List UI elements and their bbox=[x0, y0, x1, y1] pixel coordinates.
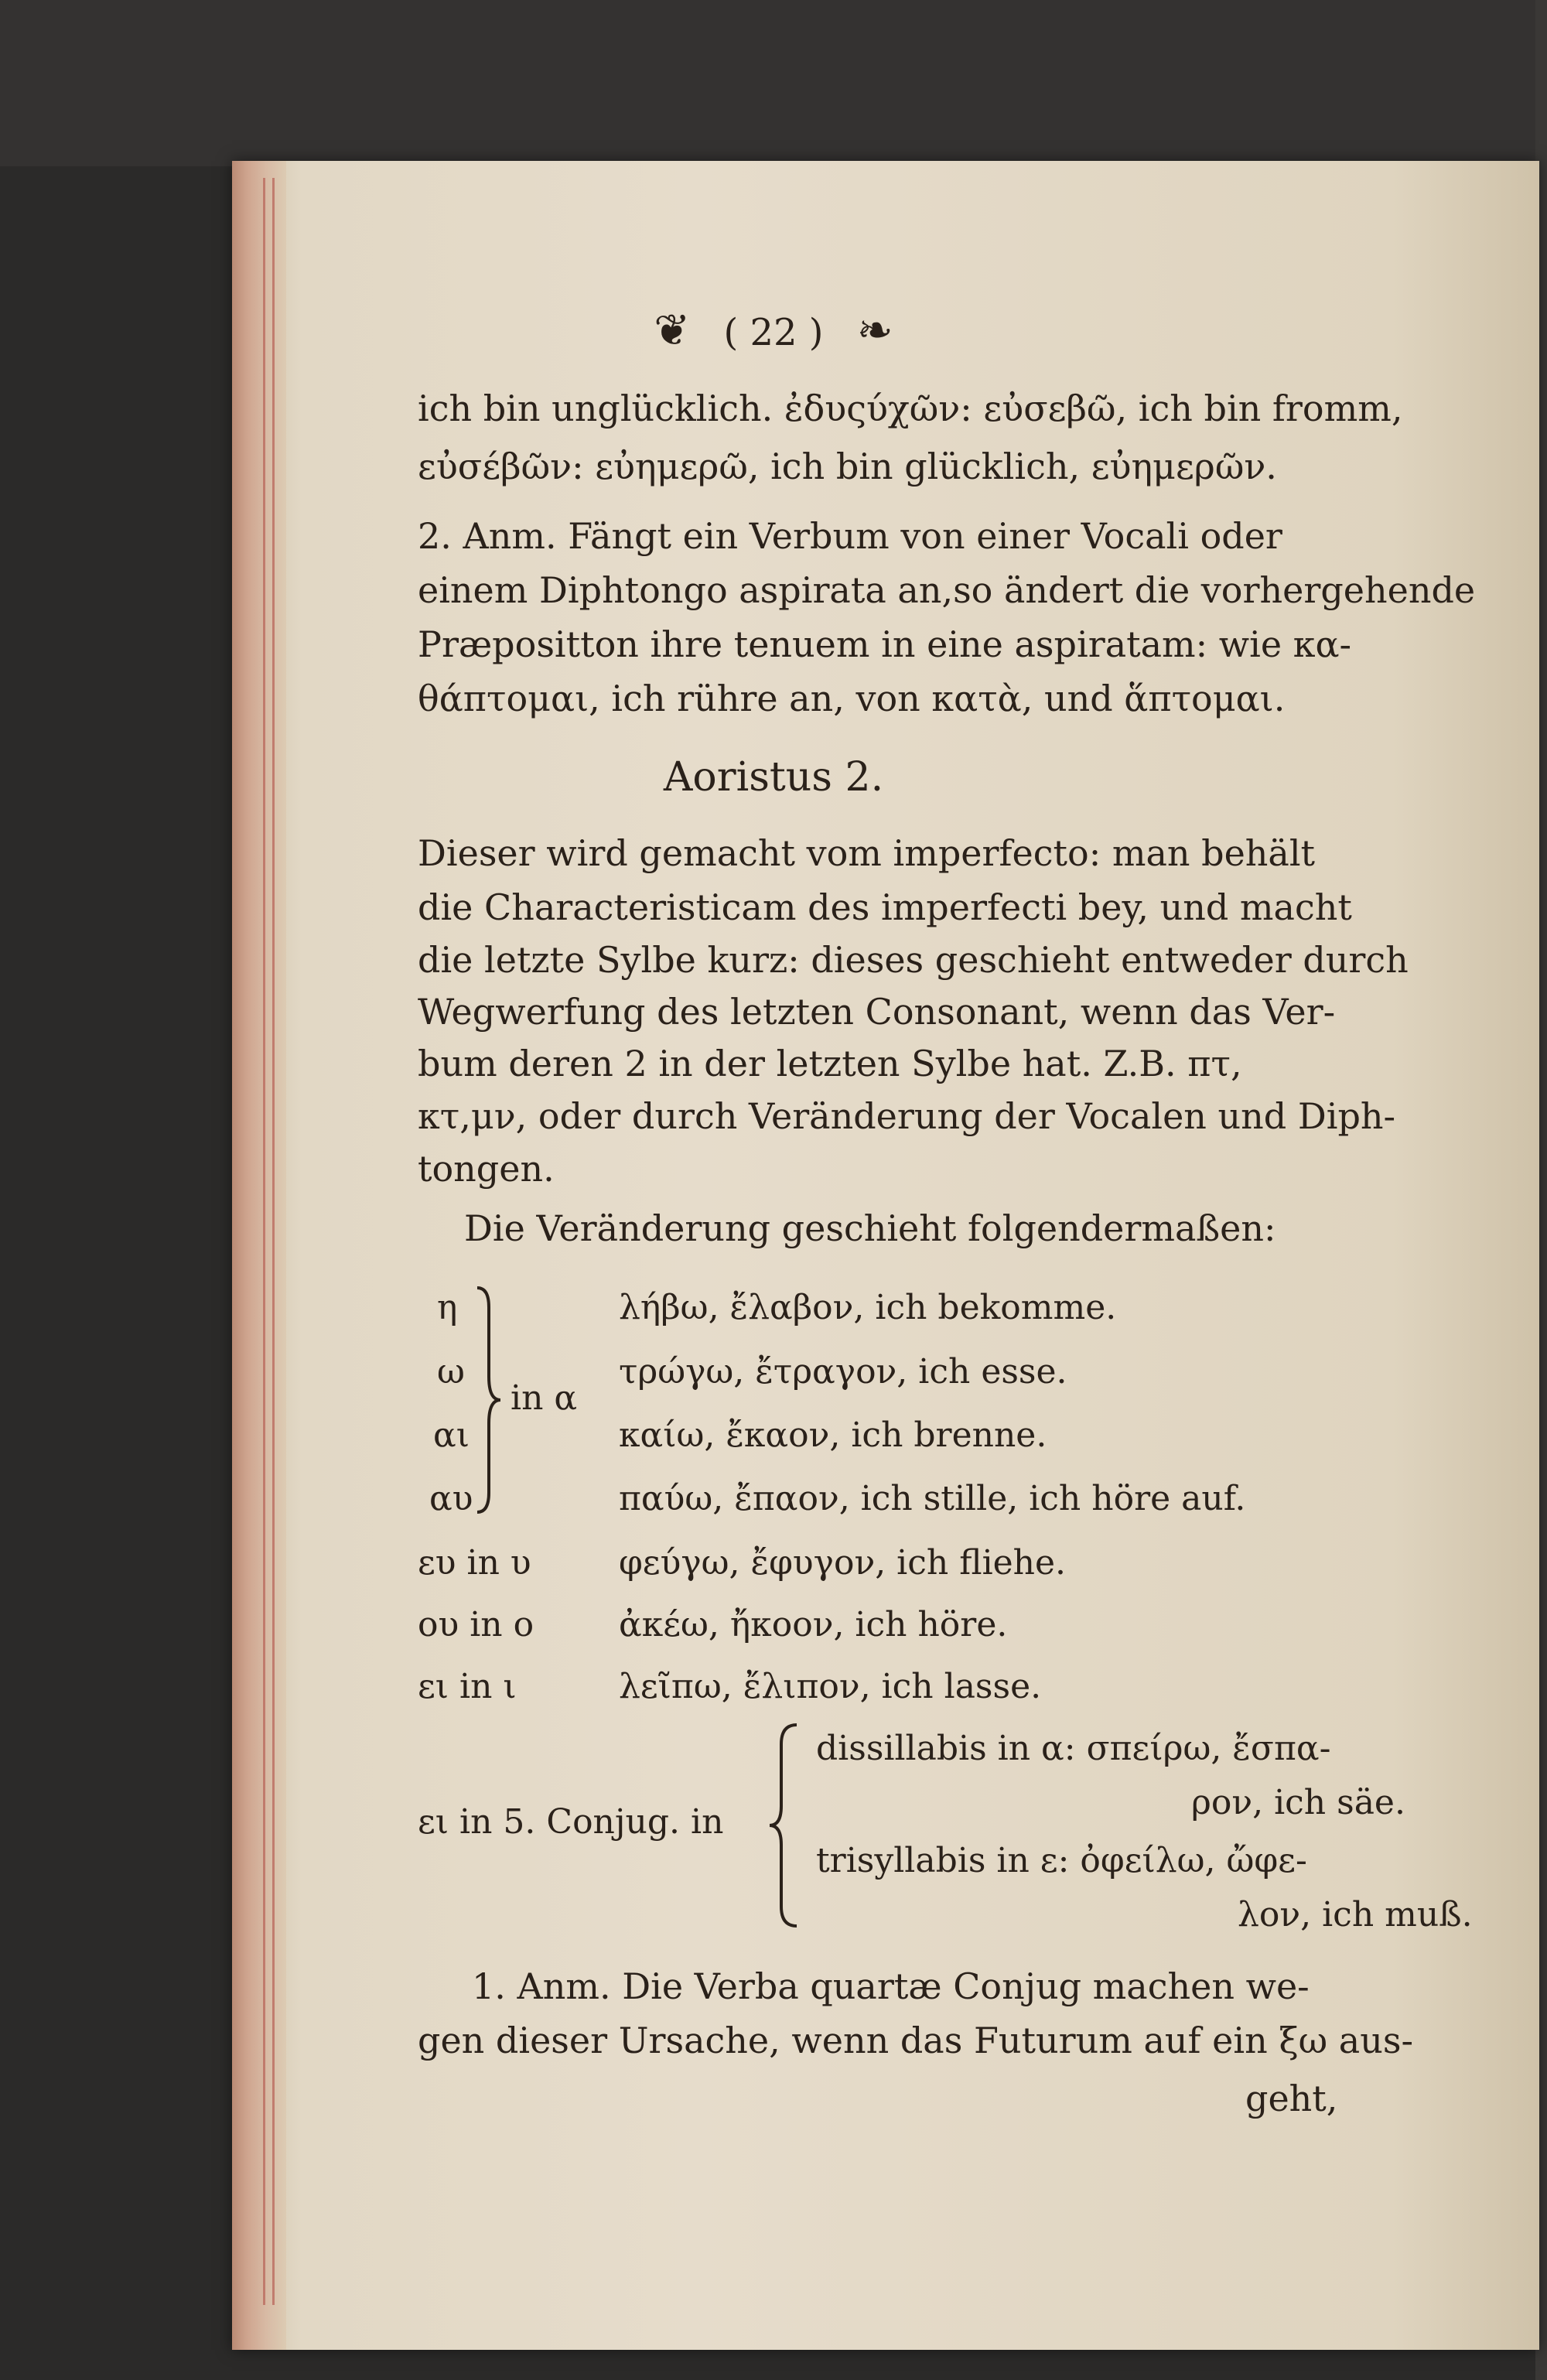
page-spine bbox=[232, 161, 286, 2350]
table-intro: Die Veränderung geschieht folgendermaßen: bbox=[464, 1207, 1276, 1249]
spine-rule bbox=[272, 178, 275, 2305]
section-title: Aoristus 2. bbox=[663, 754, 884, 801]
paragraph-line: tongen. bbox=[418, 1148, 555, 1190]
row-change: ου in ο bbox=[418, 1605, 534, 1644]
conjugation-item: λον, ich muß. bbox=[1238, 1895, 1473, 1934]
conjugation-row: λήβω, ἔλαβον, ich bekomme. bbox=[619, 1288, 1117, 1327]
background-top bbox=[0, 0, 1547, 166]
row-change: ει in ι bbox=[418, 1667, 517, 1706]
conjugation-item: ρον, ich säe. bbox=[1191, 1783, 1405, 1822]
vowel-target: in α bbox=[511, 1378, 578, 1418]
conjugation-item: dissillabis in α: σπείρω, ἔσπα- bbox=[816, 1729, 1331, 1768]
note-line: 1. Anm. Die Verba quartæ Conjug machen we- bbox=[472, 1965, 1310, 2007]
catchword: geht, bbox=[1245, 2078, 1338, 2119]
conjugation-label: ει in 5. Conjug. in bbox=[418, 1802, 724, 1842]
conjugation-row: φεύγω, ἔφυγον, ich fliehe. bbox=[619, 1543, 1067, 1583]
page-header bbox=[0, 306, 1547, 356]
page-number: ( 22 ) bbox=[723, 311, 824, 354]
conjugation-row: λεῖπω, ἔλιπον, ich lasse. bbox=[619, 1667, 1042, 1706]
text-line: ich bin unglücklich. ἐδυςύχῶν: εὐσεβῶ, ich bin fromm, bbox=[418, 388, 1403, 429]
note-line: Præpositton ihre tenuem in eine aspiratam: wie κα- bbox=[418, 623, 1352, 665]
spine-rule bbox=[263, 178, 265, 2305]
vowel: αυ bbox=[429, 1479, 473, 1518]
text-line: εὐσέβῶν: εὐημερῶ, ich bin glücklich, εὐημερῶν. bbox=[418, 446, 1277, 487]
conjugation-brace bbox=[766, 1721, 804, 1930]
paragraph-line: Wegwerfung des letzten Consonant, wenn das Ver- bbox=[418, 991, 1336, 1033]
note-line: 2. Anm. Fängt ein Verbum von einer Vocali oder bbox=[418, 515, 1282, 557]
conjugation-row: καίω, ἔκαον, ich brenne. bbox=[619, 1415, 1047, 1455]
vowel: ω bbox=[437, 1352, 465, 1391]
conjugation-row: τρώγω, ἔτραγον, ich esse. bbox=[619, 1352, 1067, 1391]
conjugation-row: ἀκέω, ἤκοον, ich höre. bbox=[619, 1605, 1008, 1644]
vowel: η bbox=[437, 1288, 458, 1327]
note-line: einem Diphtongo aspirata an,so ändert die vorhergehende bbox=[418, 569, 1476, 611]
conjugation-row: παύω, ἔπαον, ich stille, ich höre auf. bbox=[619, 1479, 1246, 1518]
header-ornament-left: ❦ bbox=[654, 306, 691, 356]
paragraph-line: bum deren 2 in der letzten Sylbe hat. Z.B. πτ, bbox=[418, 1043, 1242, 1084]
paragraph-line: die Characteristicam des imperfecti bey, und macht bbox=[418, 886, 1352, 928]
header-ornament-right: ❧ bbox=[856, 306, 893, 356]
paragraph-line: die letzte Sylbe kurz: dieses geschieht entweder durch bbox=[418, 939, 1409, 981]
note-line: θάπτομαι, ich rühre an, von κατὰ, und ἅπτομαι. bbox=[418, 678, 1286, 719]
vowel: αι bbox=[433, 1415, 470, 1455]
row-change: ευ in υ bbox=[418, 1543, 531, 1583]
note-line: gen dieser Ursache, wenn das Futurum auf ein ξω aus- bbox=[418, 2020, 1414, 2061]
vowel-brace bbox=[473, 1284, 504, 1516]
conjugation-item: trisyllabis in ε: ὀφείλω, ὤφε- bbox=[816, 1841, 1307, 1880]
paragraph-line: κτ,μν, oder durch Veränderung der Vocalen und Diph- bbox=[418, 1095, 1396, 1137]
paragraph-line: Dieser wird gemacht vom imperfecto: man behält bbox=[418, 832, 1316, 874]
